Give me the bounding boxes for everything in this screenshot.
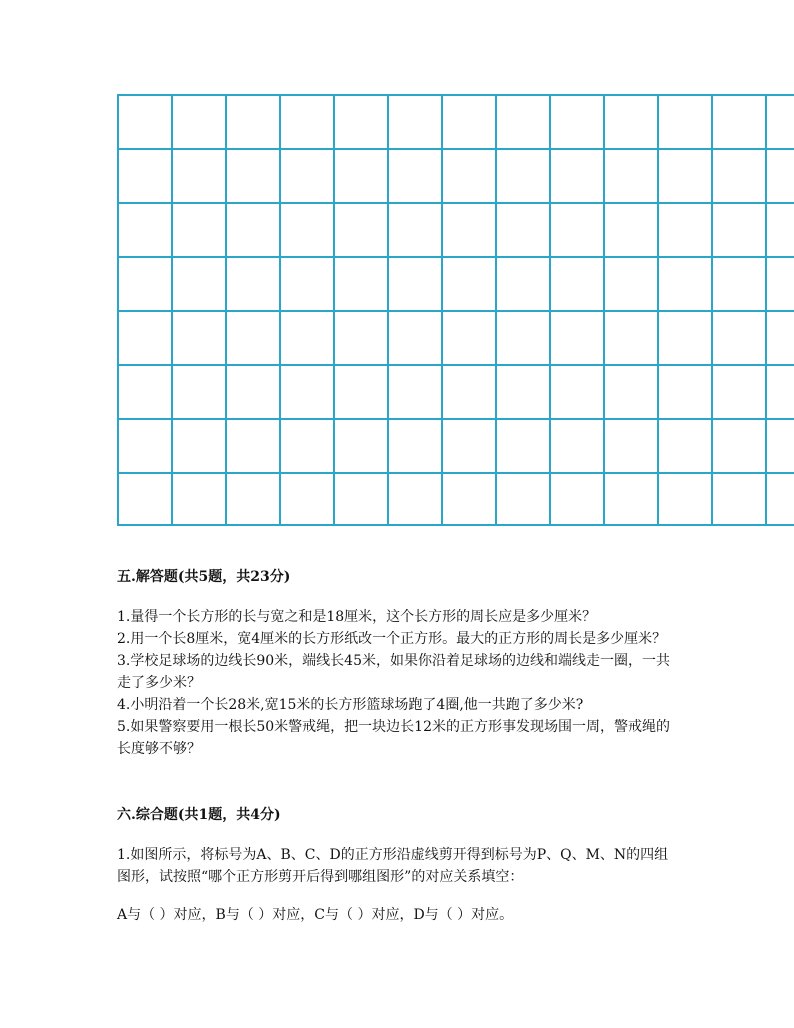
question-5-1: 1.量得一个长方形的长与宽之和是18厘米，这个长方形的周长应是多少厘米？ bbox=[117, 609, 597, 625]
fill-in-line: A与（ ）对应，B与（ ）对应，C与（ ）对应，D与（ ）对应。 bbox=[117, 907, 514, 923]
square-grid-paper bbox=[117, 94, 794, 526]
section-5-questions bbox=[117, 606, 677, 760]
section-5-title: 五.解答题(共5题，共23分) bbox=[117, 569, 291, 585]
section-6-question bbox=[117, 844, 677, 888]
question-5-3: 3.学校足球场的边线长90米，端线长45米，如果你沿着足球场的边线和端线走一圈，一共走了多少米？ bbox=[117, 653, 670, 691]
section-6-title: 六.综合题(共1题，共4分) bbox=[117, 807, 281, 823]
question-5-5: 5.如果警察要用一根长50米警戒绳，把一块边长12米的正方形事发现场围一周，警戒绳的长度够不够？ bbox=[117, 719, 670, 757]
question-5-4: 4.小明沿着一个长28米,宽15米的长方形篮球场跑了4圈,他一共跑了多少米? bbox=[117, 697, 584, 713]
question-5-2: 2.用一个长8厘米，宽4厘米的长方形纸改一个正方形。最大的正方形的周长是多少厘米？ bbox=[117, 631, 667, 647]
question-6-1: 1.如图所示，将标号为A、B、C、D的正方形沿虚线剪开得到标号为P、Q、M、N的四组图形，试按照“哪个正方形剪开后得到哪组图形”的对应关系填空： bbox=[117, 847, 669, 885]
